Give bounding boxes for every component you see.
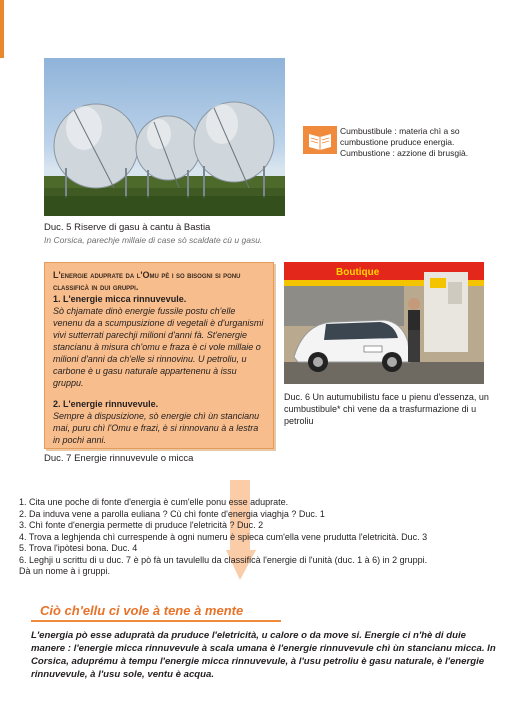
def-term-2: Cumbustione [340,148,391,158]
box-heading: L'energie aduprate da l'Omu pè i so bisogni si ponu classificà in dui gruppi. [53,270,241,292]
gas-reserves-photo [44,58,285,216]
box-subheading-1: 1. L'energie micca rinnuvevule. [53,294,187,304]
question-2: 2. Da induva vene a parolla euliana ? Cù chì fonte d'energia viaghja ? Duc. 1 [19,508,325,519]
def-text-2: : azzione di brusgià. [390,148,469,158]
box-text-2: Sempre à dispusizione, sò energie chì ùn stancianu mai, puru chì l'Omu e frazi, è si rinnovanu à a lestra in pochi anni. [53,411,260,445]
question-1: 1. Cita une poche di fonte d'energia è cum'elle ponu esse aduprate. [19,497,289,507]
question-4: 4. Trova a leghjenda chì currespende à ogni numeru è spieca cum'ella vene prudutta l'eletricità. Duc. 3 [19,531,428,542]
memory-text: L'energia pò esse adupratà da pruduce l'eletricità, u calore o da move si. Energie ci n'hè di duie manere : l'energie micca rinnuvevule à scala umana è l'energie rinnuvevule chì ùn stancianu micca. In Corsica, aduprému à tempu l'energie micca rinnuvevule, à l'usu petroliu è gasu naturale, è l'energie rinnuvevule, à l'usu sole, ventu è acqua. [31,630,496,680]
corner-accent [0,0,4,58]
refuelling-photo [284,262,484,384]
definitions [340,126,505,159]
question-6-continued: Dà un nome à i gruppi. [19,566,111,576]
figure5-subcaption: In Corsica, parechje millaie di case sò scaldate cù u gasu. [44,235,263,245]
boutique-sign: Boutique [336,267,380,278]
box-text-1: Sò chjamate dinò energie fussile postu ch'elle venenu da a scumpusizione di vegetali è d'urganismi vivi sutterrati parechji milioni d'anni fà. St'energie stancianu à misura ch'omu e fraza è ci vole millaie o milioni d'anni da ch'elle si rinnovinu. U petroliu, u carbone è u gasu naturale appartenenu à issu gruppu. [53,306,264,388]
box-subheading-2: 2. L'energie rinnuvevule. [53,399,159,409]
def-text-1: : materia chì a so cumbustione pruduce energia. [340,126,460,147]
figure7-caption: Duc. 7 Energie rinnuvevule o micca [44,453,194,464]
question-3: 3. Chì fonte d'energia permette di pruduce l'eletricità ? Duc. 2 [19,520,264,530]
book-icon [303,126,337,154]
question-6: 6. Leghji u scrittu di u duc. 7 è pò fà un tavulellu da classificà l'energie di l'unità (duc. 1 à 6) in 2 gruppi. [19,554,428,565]
def-term-1: Cumbustibule [340,126,392,136]
energy-groups-box [44,262,274,449]
figure5-caption: Duc. 5 Riserve di gasu à cantu à Bastia [44,222,211,233]
questions-list [19,497,499,578]
memory-title: Ciò ch'ellu ci vole à tene à mente [40,603,244,618]
question-5: 5. Trova l'ipòtesi bona. Duc. 4 [19,543,138,553]
figure6-caption: Duc. 6 Un autumubilistu face u pienu d'essenza, un cumbustibule* chì vene da a trasfurmazione di u petroliu [284,392,489,426]
figure5-caption-block [44,222,294,246]
